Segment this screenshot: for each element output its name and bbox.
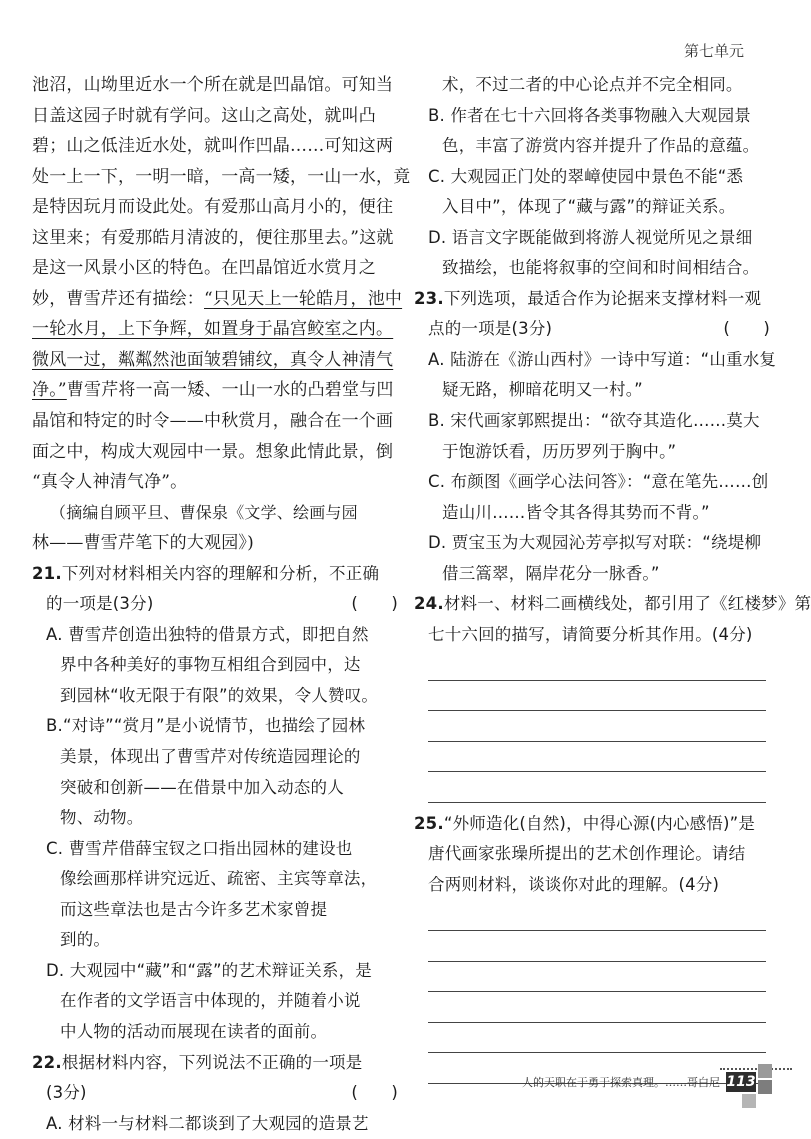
option-line: C. 布颜图《画学心法问答》：“意在笔先……创 bbox=[414, 467, 774, 498]
option-line: 致描绘，也能将叙事的空间和时间相结合。 bbox=[414, 253, 774, 284]
question-number: 21. bbox=[32, 564, 62, 583]
option-line: A. 陆游在《游山西村》一诗中写道：“山重水复 bbox=[414, 345, 774, 376]
passage-line-mixed bbox=[32, 375, 402, 406]
option-line: 到的。 bbox=[32, 925, 402, 956]
question-stem: 根据材料内容，下列说法不正确的一项是 bbox=[62, 1053, 363, 1072]
question-25 bbox=[414, 809, 774, 1084]
option-line: B. 作者在七十六回将各类事物融入大观园景 bbox=[414, 101, 774, 132]
question-number: 25. bbox=[414, 814, 444, 833]
option-line: C. 曹雪芹借薛宝钗之口指出园林的建设也 bbox=[32, 834, 402, 865]
question-stem: 材料一、材料二画横线处，都引用了《红楼梦》第 bbox=[444, 594, 811, 613]
passage-line: “真令人神清气净”。 bbox=[32, 467, 402, 498]
option-line: 术，不过二者的中心论点并不完全相同。 bbox=[414, 70, 774, 101]
question-number: 24. bbox=[414, 594, 444, 613]
question-stem: 下列对材料相关内容的理解和分析，不正确 bbox=[62, 564, 379, 583]
option-line: 突破和创新——在借景中加入动态的人 bbox=[32, 773, 402, 804]
question-stem: 下列选项，最适合作为论据来支撑材料一观 bbox=[444, 289, 761, 308]
source-citation: 林——曹雪芹笔下的大观园》) bbox=[32, 528, 402, 559]
passage-line: 是特因玩月而设此处。有爱那山高月小的，便往 bbox=[32, 192, 402, 223]
footer-dotted-rule bbox=[720, 1068, 792, 1070]
option-line: C. 大观园正门处的翠嶂使园中景色不能“悉 bbox=[414, 162, 774, 193]
question-22-continued bbox=[414, 70, 774, 284]
passage-line-mixed bbox=[32, 284, 402, 315]
answer-lines-25[interactable] bbox=[414, 901, 774, 1084]
passage-line: 晶馆和特定的时令——中秋赏月，融合在一个画 bbox=[32, 406, 402, 437]
option-line: D. 大观园中“藏”和“露”的艺术辩证关系，是 bbox=[32, 956, 402, 987]
option-line: 物、动物。 bbox=[32, 803, 402, 834]
passage-text: 妙，曹雪芹还有描绘： bbox=[32, 289, 204, 309]
answer-line[interactable] bbox=[428, 772, 766, 803]
question-22 bbox=[32, 1048, 402, 1139]
passage-line: 池沼，山坳里近水一个所在就是凹晶馆。可知当 bbox=[32, 70, 402, 101]
underlined-quote: “只见天上一轮皓月，池中 bbox=[204, 289, 402, 309]
option-line: 造山川……皆令其各得其势而不背。” bbox=[414, 498, 774, 529]
question-23 bbox=[414, 284, 774, 589]
option-line: D. 语言文字既能做到将游人视觉所见之景细 bbox=[414, 223, 774, 254]
passage-line: 处一上一下，一明一暗，一高一矮，一山一水，竟 bbox=[32, 162, 402, 193]
option-line: 美景，体现出了曹雪芹对传统造园理论的 bbox=[32, 742, 402, 773]
option-line: 入目中”，体现了“藏与露”的辩证关系。 bbox=[414, 192, 774, 223]
unit-label: 第七单元 bbox=[684, 40, 744, 61]
passage-line: 这里来；有爱那皓月清波的，便往那里去。”这就 bbox=[32, 223, 402, 254]
answer-line[interactable] bbox=[428, 711, 766, 742]
right-column bbox=[414, 70, 774, 1084]
option-line: 借三篙翠，隔岸花分一脉香。” bbox=[414, 559, 774, 590]
answer-blank[interactable]: ( ) bbox=[723, 314, 774, 345]
question-24 bbox=[414, 589, 774, 803]
answer-line[interactable] bbox=[428, 962, 766, 993]
question-21 bbox=[32, 559, 402, 1048]
answer-line[interactable] bbox=[428, 681, 766, 712]
option-line: 中人物的活动而展现在读者的面前。 bbox=[32, 1017, 402, 1048]
question-stem: “外师造化(自然)，中得心源(内心感悟)”是 bbox=[444, 814, 755, 833]
underlined-quote: 一轮水月，上下争辉，如置身于晶宫鲛室之内。 bbox=[32, 314, 402, 345]
page-number: 113 bbox=[726, 1072, 756, 1092]
question-stem: (3分) bbox=[46, 1083, 87, 1102]
answer-blank[interactable]: ( ) bbox=[351, 589, 402, 620]
passage-line: 是这一风景小区的特色。在凹晶馆近水赏月之 bbox=[32, 253, 402, 284]
option-line: 到园林“收无限于有限”的效果，令人赞叹。 bbox=[32, 681, 402, 712]
answer-line[interactable] bbox=[428, 992, 766, 1023]
answer-line[interactable] bbox=[428, 650, 766, 681]
source-citation: （摘编自顾平旦、曹保泉《文学、绘画与园 bbox=[32, 498, 402, 529]
answer-line[interactable] bbox=[428, 901, 766, 932]
option-line: 界中各种美好的事物互相组合到园中，达 bbox=[32, 650, 402, 681]
passage-text: 曹雪芹将一高一矮、一山一水的凸碧堂与凹 bbox=[67, 380, 394, 400]
underlined-quote: 微风一过，粼粼然池面皱碧铺纹，真令人神清气 bbox=[32, 345, 402, 376]
question-number: 23. bbox=[414, 289, 444, 308]
option-line: A. 材料一与材料二都谈到了大观园的造景艺 bbox=[32, 1109, 402, 1139]
option-line: B.“对诗”“赏月”是小说情节，也描绘了园林 bbox=[32, 711, 402, 742]
answer-blank[interactable]: ( ) bbox=[351, 1078, 402, 1109]
question-stem: 唐代画家张璪所提出的艺术创作理论。请结 bbox=[414, 839, 774, 870]
footer-quote: 人的天职在于勇于探索真理。……哥白尼 bbox=[522, 1074, 720, 1090]
option-line: 像绘画那样讲究远近、疏密、主宾等章法， bbox=[32, 864, 402, 895]
answer-line[interactable] bbox=[428, 742, 766, 773]
corner-square-icon bbox=[742, 1094, 756, 1108]
option-line: 疑无路，柳暗花明又一村。” bbox=[414, 375, 774, 406]
option-line: 色，丰富了游赏内容并提升了作品的意蕴。 bbox=[414, 131, 774, 162]
corner-square-icon bbox=[758, 1064, 772, 1078]
question-stem: 合两则材料，谈谈你对此的理解。(4分) bbox=[414, 870, 774, 901]
answer-line[interactable] bbox=[428, 1023, 766, 1054]
question-stem: 七十六回的描写，请简要分析其作用。(4分) bbox=[414, 620, 774, 651]
question-number: 22. bbox=[32, 1053, 62, 1072]
passage bbox=[32, 70, 402, 559]
passage-line: 面之中，构成大观园中一景。想象此情此景，倒 bbox=[32, 437, 402, 468]
answer-line[interactable] bbox=[428, 931, 766, 962]
option-line: B. 宋代画家郭熙提出：“欲夺其造化……莫大 bbox=[414, 406, 774, 437]
left-column bbox=[32, 70, 402, 1139]
option-line: 而这些章法也是古今许多艺术家曾提 bbox=[32, 895, 402, 926]
question-stem: 点的一项是(3分) bbox=[428, 319, 552, 338]
option-line: 于饱游饫看，历历罗列于胸中。” bbox=[414, 437, 774, 468]
question-stem: 的一项是(3分) bbox=[46, 594, 153, 613]
corner-square-icon bbox=[758, 1080, 772, 1094]
option-line: A. 曹雪芹创造出独特的借景方式，即把自然 bbox=[32, 620, 402, 651]
passage-line: 日盖这园子时就有学问。这山之高处，就叫凸 bbox=[32, 101, 402, 132]
underlined-quote: 净。” bbox=[32, 380, 67, 400]
passage-line: 碧；山之低洼近水处，就叫作凹晶……可知这两 bbox=[32, 131, 402, 162]
option-line: D. 贾宝玉为大观园沁芳亭拟写对联：“绕堤柳 bbox=[414, 528, 774, 559]
option-line: 在作者的文学语言中体现的，并随着小说 bbox=[32, 986, 402, 1017]
answer-lines-24[interactable] bbox=[414, 650, 774, 803]
